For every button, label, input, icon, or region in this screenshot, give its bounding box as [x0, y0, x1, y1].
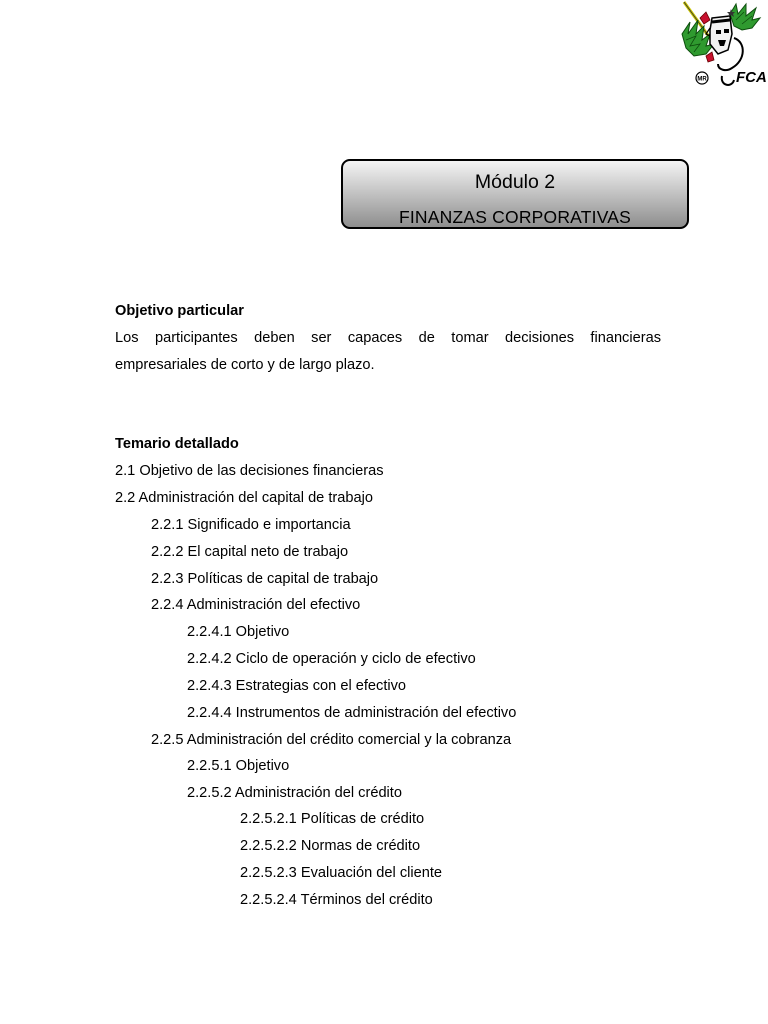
syllabus-item: 2.2.5.2.3 Evaluación del cliente [240, 865, 443, 881]
syllabus-item: 2.2 Administración del capital de trabajo [115, 490, 373, 506]
syllabus-item: 2.2.4.3 Estrategias con el efectivo [187, 678, 407, 694]
syllabus-item: 2.2.4 Administración del efectivo [151, 597, 361, 613]
syllabus-item: 2.2.3 Políticas de capital de trabajo [151, 571, 379, 587]
syllabus-item: 2.2.5 Administración del crédito comercial y la cobranza [151, 732, 512, 748]
syllabus-heading: Temario detallado [115, 436, 239, 452]
objective-heading: Objetivo particular [115, 303, 244, 319]
syllabus-item: 2.2.1 Significado e importancia [151, 517, 351, 533]
syllabus-item: 2.2.5.2 Administración del crédito [187, 785, 402, 801]
syllabus-item: 2.1 Objetivo de las decisiones financieras [115, 463, 384, 479]
syllabus-item: 2.2.2 El capital neto de trabajo [151, 544, 349, 560]
module-title-box [341, 159, 689, 229]
syllabus-item: 2.2.5.2.2 Normas de crédito [240, 838, 421, 854]
syllabus-item: 2.2.4.2 Ciclo de operación y ciclo de efectivo [187, 651, 476, 667]
objective-text-line-2: empresariales de corto y de largo plazo. [115, 357, 375, 373]
module-subtitle: FINANZAS CORPORATIVAS [398, 207, 632, 227]
module-title: Módulo 2 [474, 171, 556, 193]
syllabus-item: 2.2.5.2.4 Términos del crédito [240, 892, 433, 908]
syllabus-item: 2.2.4.1 Objetivo [187, 624, 290, 640]
fca-logo-icon [676, 0, 767, 90]
syllabus-item: 2.2.5.1 Objetivo [187, 758, 290, 774]
objective-text-line-1: Los participantes deben ser capaces de tomar decisiones financieras [115, 330, 661, 346]
svg-text:MR: MR [697, 76, 707, 83]
syllabus-item: 2.2.4.4 Instrumentos de administración del efectivo [187, 705, 517, 721]
svg-text:FCA: FCA [736, 69, 767, 86]
syllabus-item: 2.2.5.2.1 Políticas de crédito [240, 811, 425, 827]
